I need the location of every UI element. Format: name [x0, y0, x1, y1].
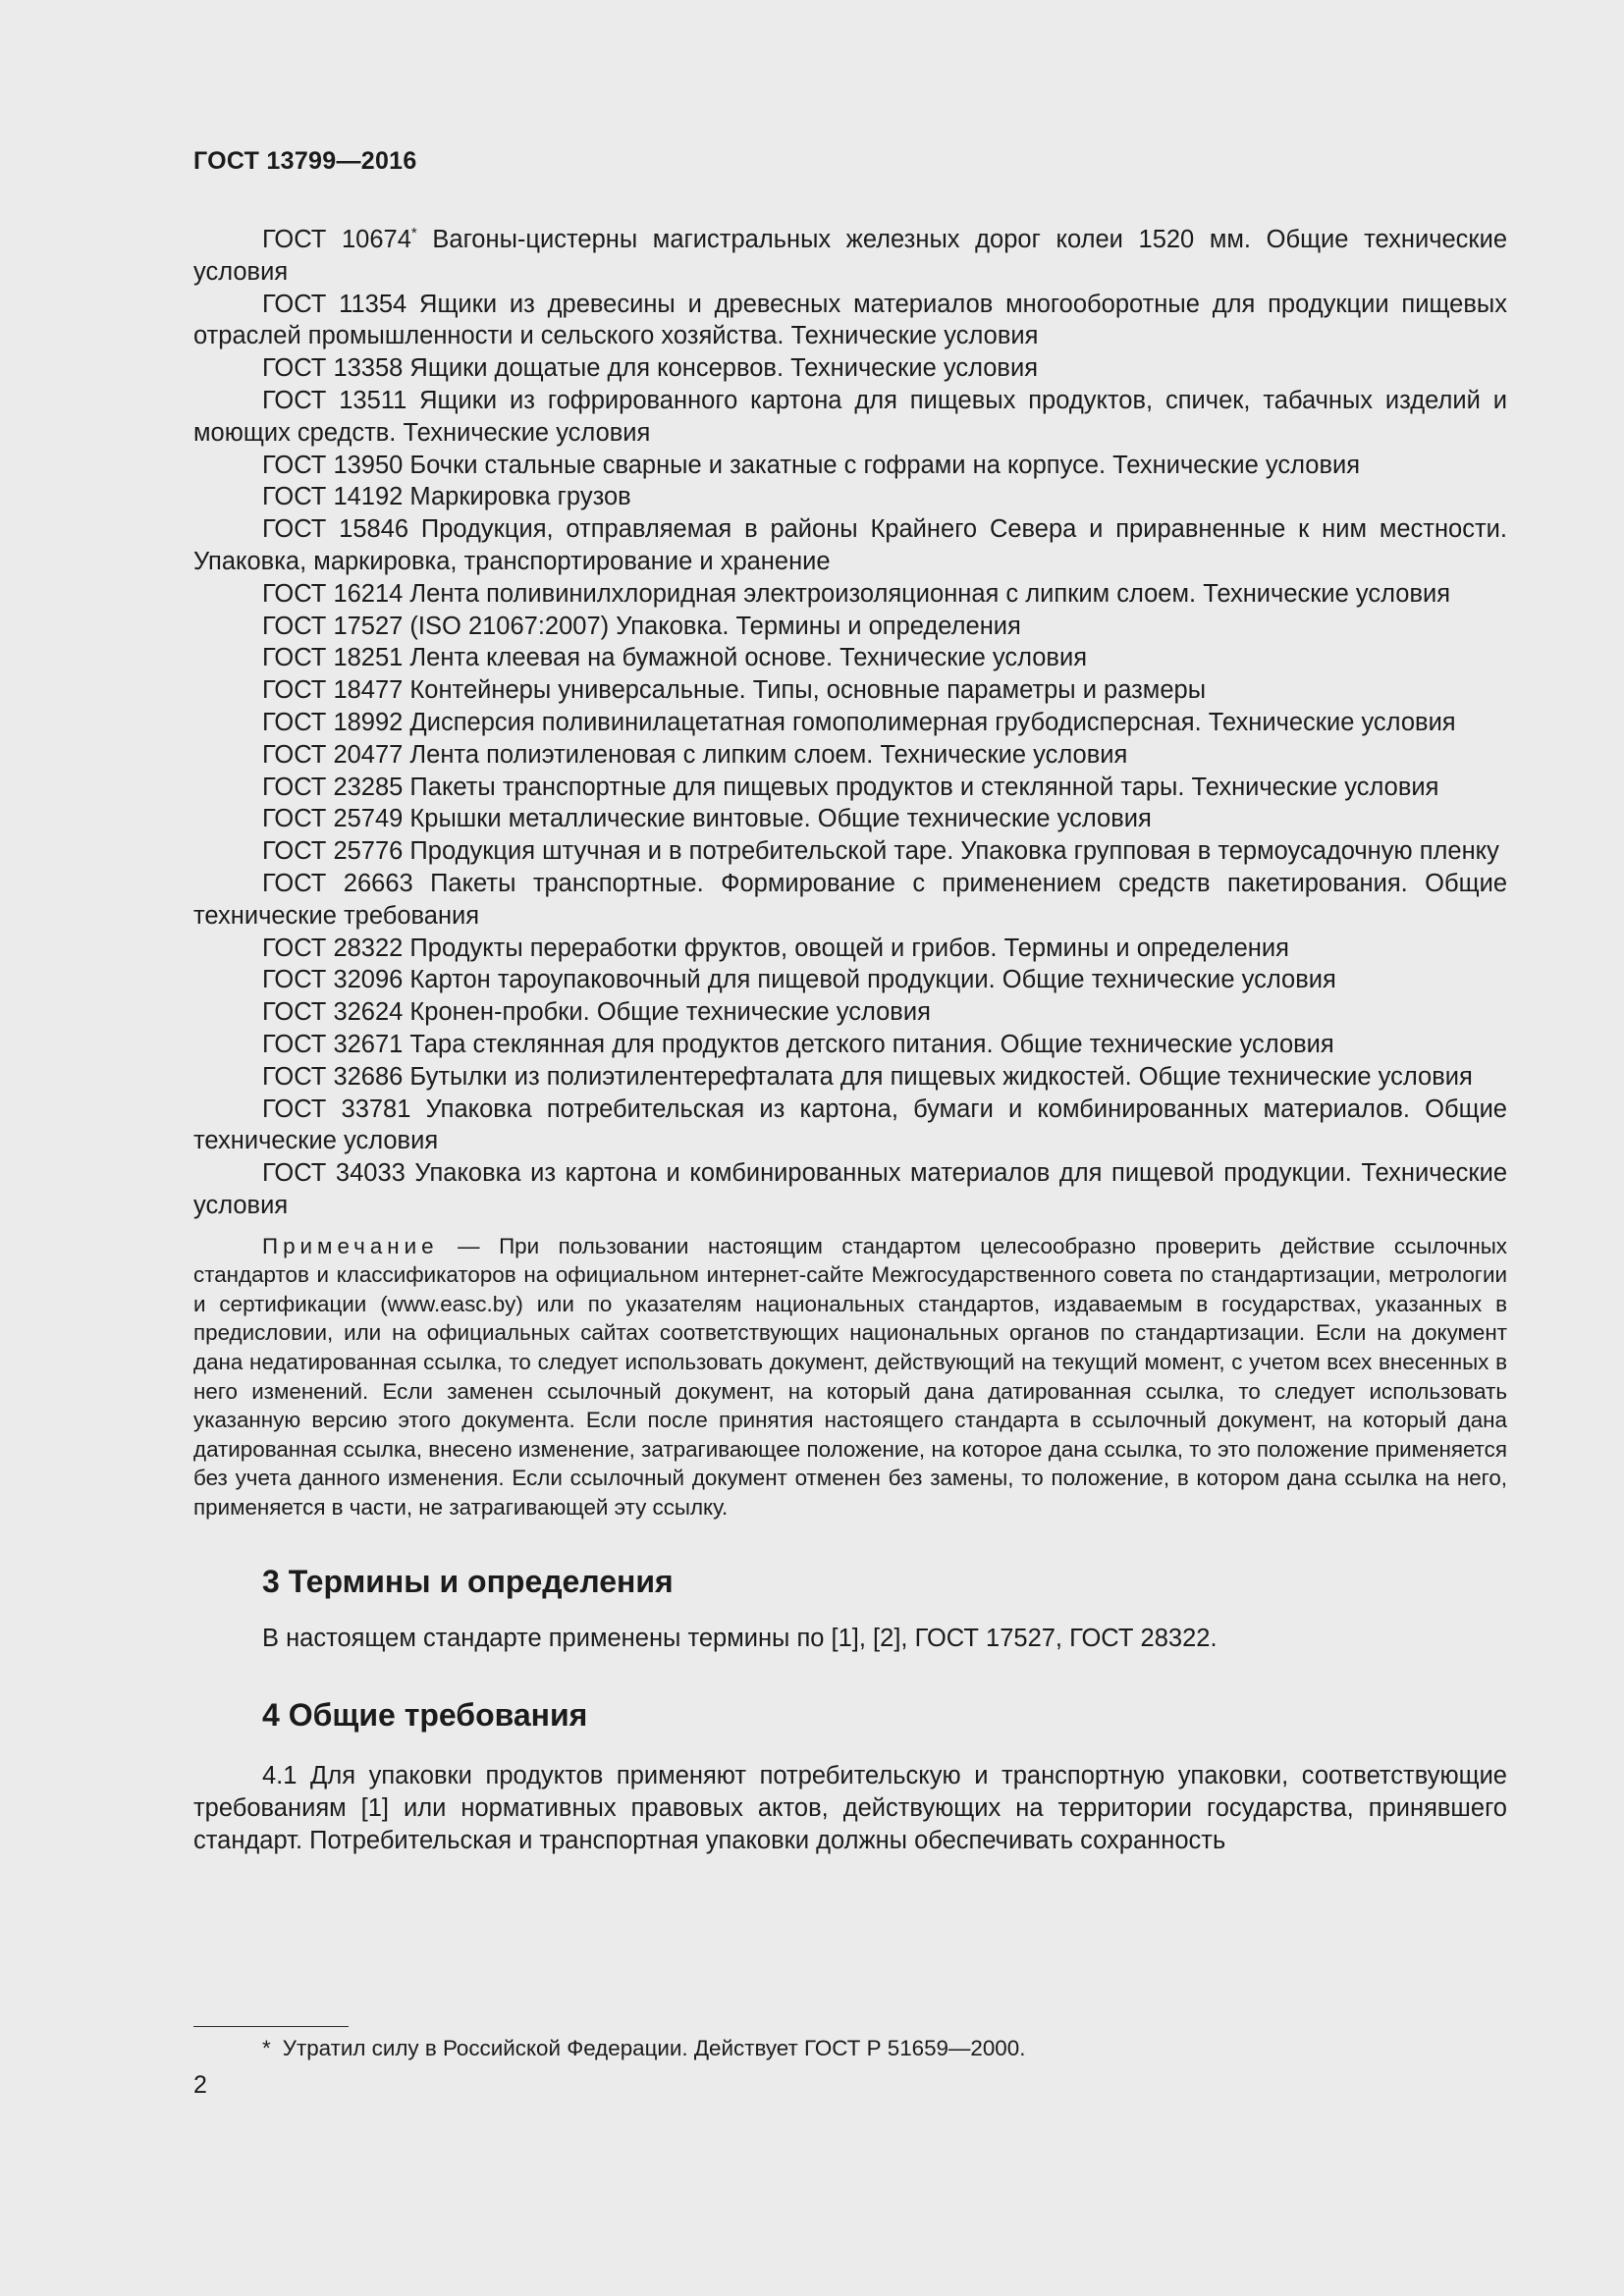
footnote-text: Утратил силу в Российской Федерации. Действует ГОСТ Р 51659—2000.	[282, 2036, 1026, 2060]
reference-item: ГОСТ 13511 Ящики из гофрированного картона для пищевых продуктов, спичек, табачных изделий и моющих средств. Технические условия	[193, 386, 1507, 447]
normative-references-list	[193, 224, 1507, 1222]
reference-item: ГОСТ 28322 Продукты переработки фруктов, овощей и грибов. Термины и определения	[262, 934, 1289, 962]
reference-item: ГОСТ 26663 Пакеты транспортные. Формирование с применением средств пакетирования. Общие технические требования	[193, 869, 1507, 930]
reference-item: ГОСТ 14192 Маркировка грузов	[262, 483, 631, 511]
reference-item: ГОСТ 13358 Ящики дощатые для консервов. Технические условия	[262, 354, 1039, 383]
note-paragraph	[193, 1232, 1507, 1522]
reference-item: ГОСТ 23285 Пакеты транспортные для пищевых продуктов и стеклянной тары. Технические условия	[262, 773, 1439, 801]
footnote	[262, 2034, 1025, 2062]
reference-item: ГОСТ 34033 Упаковка из картона и комбинированных материалов для пищевой продукции. Технические условия	[193, 1159, 1507, 1219]
reference-item: ГОСТ 32686 Бутылки из полиэтилентерефталата для пищевых жидкостей. Общие технические условия	[262, 1062, 1473, 1091]
page-number: 2	[193, 2071, 207, 2099]
section-4-text: 4.1 Для упаковки продуктов применяют потребительскую и транспортную упаковки, соответствующие требованиям [1] или нормативных правовых актов, действующих на территории государства, принявшего стандарт. Потребительская и транспортная упаковки должны обеспечивать сохранность	[193, 1762, 1507, 1855]
reference-item: ГОСТ 33781 Упаковка потребительская из картона, бумаги и комбинированных материалов. Общие технические условия	[193, 1095, 1507, 1155]
reference-item: ГОСТ 25776 Продукция штучная и в потребительской таре. Упаковка групповая в термоусадочную пленку	[262, 837, 1499, 866]
reference-item: ГОСТ 18477 Контейнеры универсальные. Типы, основные параметры и размеры	[262, 676, 1207, 705]
reference-item: ГОСТ 13950 Бочки стальные сварные и закатные с гофрами на корпусе. Технические условия	[262, 451, 1361, 479]
note-label: Примечание	[262, 1233, 439, 1258]
section-3-text: В настоящем стандарте применены термины по [1], [2], ГОСТ 17527, ГОСТ 28322.	[262, 1624, 1218, 1652]
footnote-marker: *	[410, 225, 417, 241]
reference-item: ГОСТ 32624 Кронен-пробки. Общие технические условия	[262, 998, 931, 1027]
section-3-title: 3 Термины и определения	[262, 1563, 674, 1599]
document-header: ГОСТ 13799—2016	[193, 147, 417, 175]
page-content	[193, 224, 1507, 1857]
reference-item: ГОСТ 20477 Лента полиэтиленовая с липким слоем. Технические условия	[262, 740, 1128, 769]
reference-item: ГОСТ 10674* Вагоны-цистерны магистральных железных дорог колеи 1520 мм. Общие технические условия	[193, 225, 1508, 286]
footnote-separator	[193, 2026, 349, 2027]
reference-item: ГОСТ 25749 Крышки металлические винтовые. Общие технические условия	[262, 805, 1152, 833]
reference-item: ГОСТ 18992 Дисперсия поливинилацетатная гомополимерная грубодисперсная. Технические условия	[262, 708, 1456, 736]
reference-item: ГОСТ 15846 Продукция, отправляемая в районы Крайнего Севера и приравненные к ним местности. Упаковка, маркировка, транспортирование и хранение	[193, 515, 1507, 575]
reference-item: ГОСТ 11354 Ящики из древесины и древесных материалов многооборотные для продукции пищевых отраслей промышленности и сельского хозяйства. Технические условия	[193, 290, 1507, 350]
reference-item: ГОСТ 16214 Лента поливинилхлоридная электроизоляционная с липким слоем. Технические условия	[262, 579, 1451, 608]
reference-item: ГОСТ 32671 Тара стеклянная для продуктов детского питания. Общие технические условия	[262, 1030, 1334, 1058]
section-4-title: 4 Общие требования	[262, 1697, 588, 1734]
reference-item: ГОСТ 18251 Лента клеевая на бумажной основе. Технические условия	[262, 644, 1088, 672]
note-text: — При пользовании настоящим стандартом целесообразно проверить действие ссылочных стандартов и классификаторов на официальном интернет-сайте Межгосударственного совета по стандартизации, метрологии и сертификации (www.easc.by) или по указателям национальных стандартов, издаваемым в государствах, указанных в предисловии, или на официальных сайтах соответствующих национальных органов по стандартизации. Если на документ дана недатированная ссылка, то следует использовать документ, действующий на текущий момент, с учетом всех внесенных в него изменений. Если заменен ссылочный документ, на который дана датированная ссылка, то следует использовать указанную версию этого документа. Если после принятия настоящего стандарта в ссылочный документ, на который дана датированная ссылка, внесено изменение, затрагивающее положение, на которое дана ссылка, то это положение применяется без учета данного изменения. Если ссылочный документ отменен без замены, то положение, в котором дана ссылка на него, применяется в части, не затрагивающей эту ссылку.	[193, 1233, 1507, 1521]
reference-item: ГОСТ 17527 (ISO 21067:2007) Упаковка. Термины и определения	[262, 612, 1021, 640]
footnote-star: *	[262, 2036, 271, 2060]
reference-item: ГОСТ 32096 Картон тароупаковочный для пищевой продукции. Общие технические условия	[262, 966, 1336, 994]
